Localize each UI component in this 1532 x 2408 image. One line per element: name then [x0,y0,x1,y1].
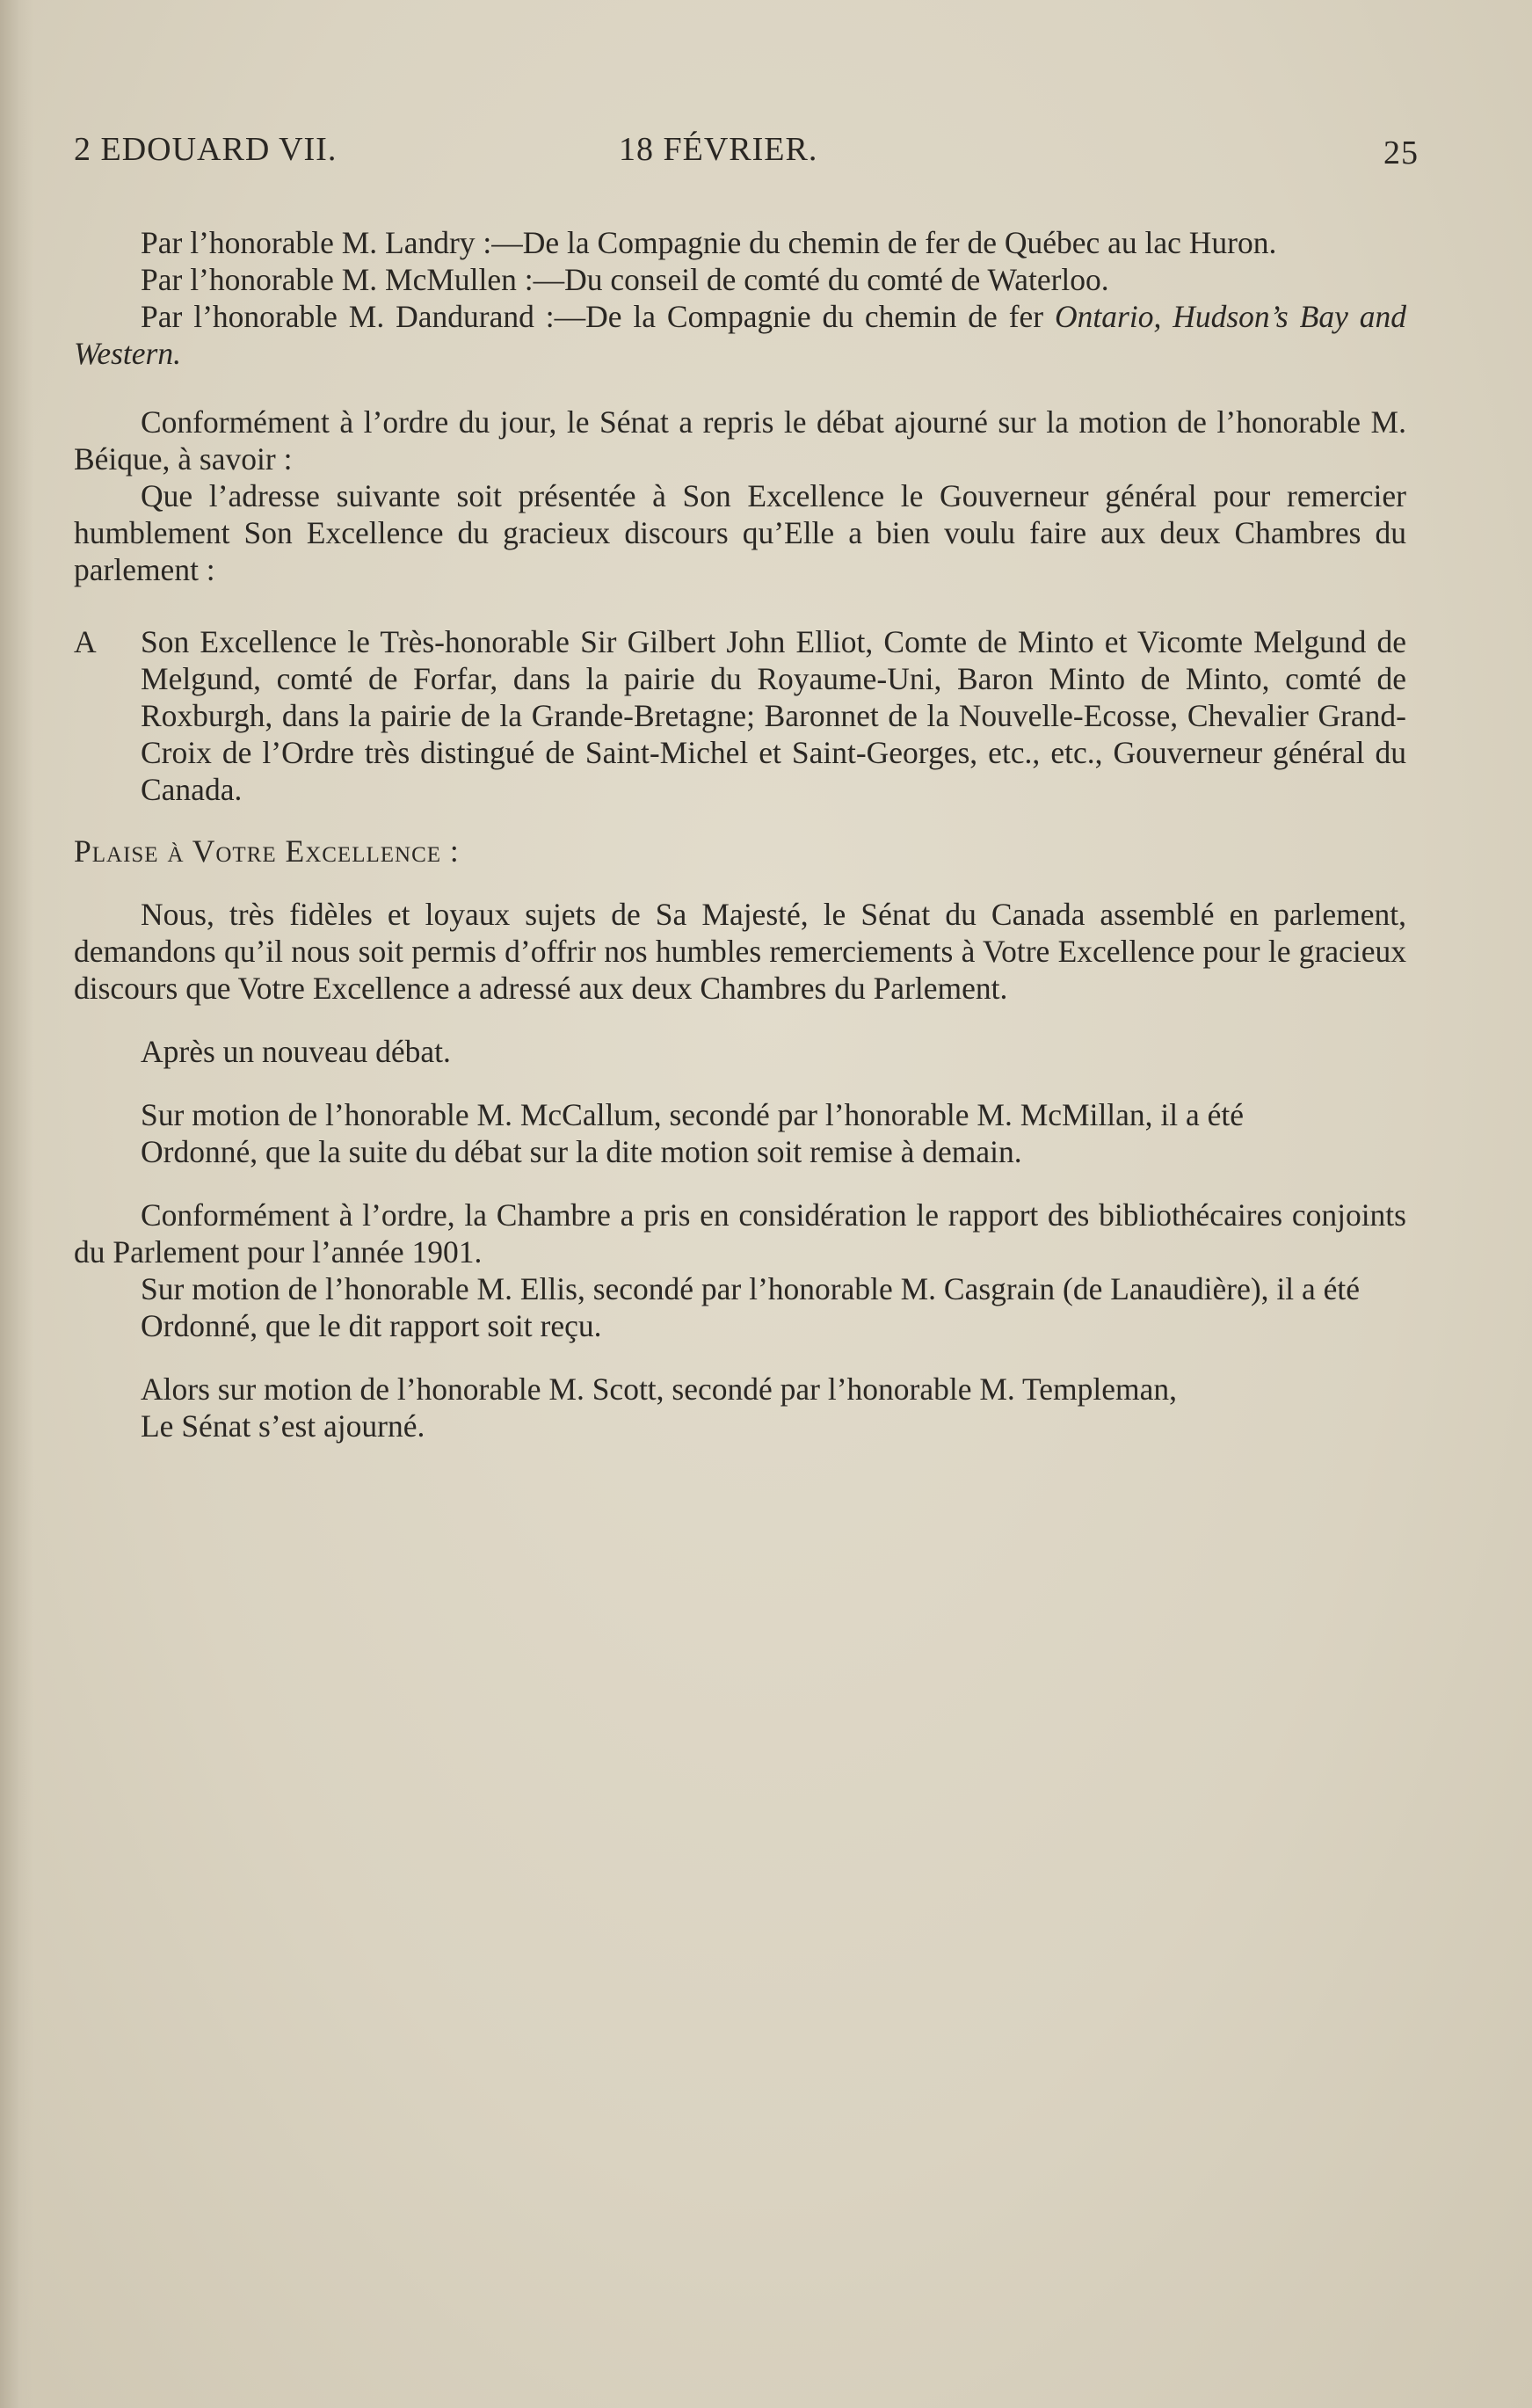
railway-name-italic: Ontario, Hudson’s Bay and Western. [74,299,1406,371]
paragraph-scott-motion: Alors sur motion de l’honorable M. Scott, secondé par l’honorable M. Templeman, [141,1371,1177,1407]
paragraph-address-body: Nous, très fidèles et loyaux sujets de Sa Majesté, le Sénat du Canada assemblé en parlement, demandons qu’il nous soit permis d’offrir nos humbles remerciements à Votre Excellence pour le gracieux discours que Votre Excellence a adressé aux deux Chambres du Parlement. [74,897,1406,1006]
running-head-date: 18 FÉVRIER. [619,131,818,168]
paragraph-ordered-report-received: Ordonné, que le dit rapport soit reçu. [141,1308,602,1343]
paragraph-ellis-motion: Sur motion de l’honorable M. Ellis, secondé par l’honorable M. Casgrain (de Lanaudière), il a été [141,1271,1361,1306]
address-lead: A [74,624,97,659]
paragraph-dandurand [74,298,1406,372]
paragraph-address-motion: Que l’adresse suivante soit présentée à Son Excellence le Gouverneur général pour remercier humblement Son Excellence du gracieux discours qu’Elle a bien voulu faire aux deux Chambres du parlement : [74,478,1406,587]
paragraph-dandurand-text: Par l’honorable M. Dandurand :—De la Compagnie du chemin de fer [141,299,1056,334]
paragraph-landry: Par l’honorable M. Landry :—De la Compagnie du chemin de fer de Québec au lac Huron. [141,225,1277,260]
paragraph-order-of-day: Conformément à l’ordre du jour, le Sénat a repris le débat ajourné sur la motion de l’honorable M. Béique, à savoir : [74,404,1406,477]
binding-shadow [0,0,33,2408]
salutation: Plaise à Votre Excellence : [74,833,460,869]
address-block [74,623,1406,808]
page-number: 25 [1383,135,1419,171]
running-head [74,130,1419,174]
address-text: Son Excellence le Très-honorable Sir Gilbert John Elliot, Comte de Minto et Vicomte Melgund de Melgund, comté de Forfar, dans la pairie du Royaume-Uni, Baron Minto de Minto, comté de Roxburgh, dans la pairie de la Grande-Bretagne; Baronnet de la Nouvelle-Ecosse, Chevalier Grand-Croix de l’Ordre très distingué de Saint-Michel et Saint-Georges, etc., etc., Gouverneur général du Canada. [141,624,1406,807]
paragraph-mccallum-motion: Sur motion de l’honorable M. McCallum, secondé par l’honorable M. McMillan, il a été [141,1097,1245,1132]
paragraph-librarians-report: Conformément à l’ordre, la Chambre a pris en considération le rapport des bibliothécaires conjoints du Parlement pour l’année 1901. [74,1197,1406,1269]
body-text [74,224,1406,1444]
paragraph-senate-adjourned: Le Sénat s’est ajourné. [141,1408,425,1444]
paragraph-mcmullen: Par l’honorable M. McMullen :—Du conseil de comté du comté de Waterloo. [141,262,1109,297]
paragraph-new-debate: Après un nouveau débat. [141,1034,451,1069]
paragraph-ordered-adjourn-debate: Ordonné, que la suite du débat sur la dite motion soit remise à demain. [141,1134,1022,1169]
running-head-left: 2 EDOUARD VII. [74,131,338,168]
